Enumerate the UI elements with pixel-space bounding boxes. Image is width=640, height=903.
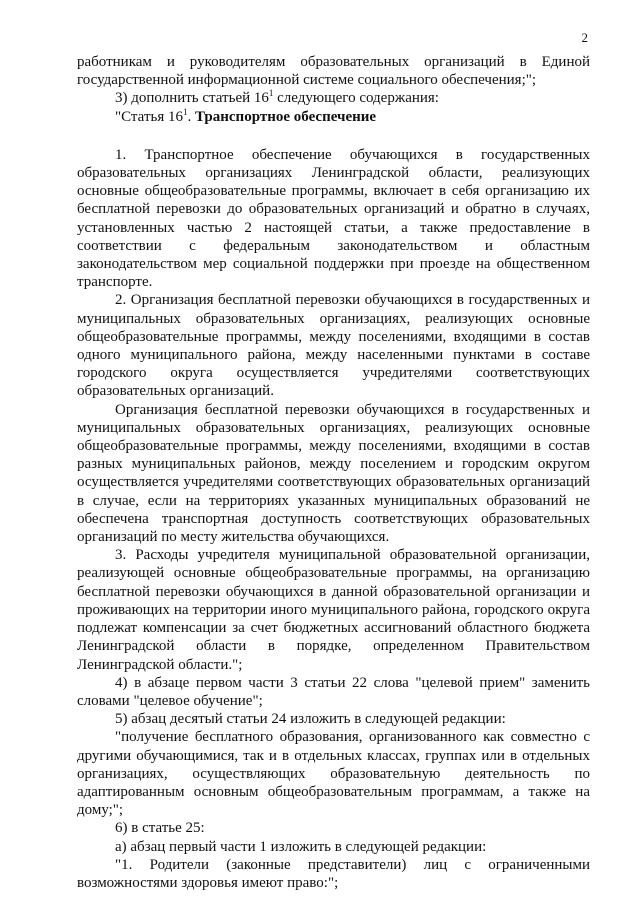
paragraph-amendment-6a-text: "1. Родители (законные представители) лиц с ограниченными возможностями здоровья имеют право:"; — [77, 856, 590, 891]
paragraph-article-part-2-cont: Организация бесплатной перевозки обучающихся в государственных и муниципальных образовательных организациях, реализующих основные общеобразовательные программы, между поселениями, входящими в состав разных муниципальных районов, между поселением и городским округом осуществляется учредителями соответствующих образовательных организаций в случае, если на территориях указанных муниципальных образований не обеспечена транспортная доступность соответствующих образовательных организаций по месту жительства обучающихся. — [77, 401, 590, 546]
superscript-marker: 1 — [268, 88, 274, 99]
article-heading-title: Транспортное обеспечение — [194, 108, 377, 125]
superscript-marker: 1 — [182, 106, 188, 117]
paragraph-amendment-3 — [77, 89, 590, 107]
paragraph-amendment-6: 6) в статье 25: — [115, 820, 205, 837]
paragraph-article-part-1: 1. Транспортное обеспечение обучающихся в государственных образовательных организациях Ленинградской области, реализующих основные общеобразовательные программы, включает в себя организацию их бесплатной перевозки до образовательных организаций и обратно в случаях, установленных частью 2 настоящей статьи, а также предоставление в соответствии с федеральным законодательством и областным законодательством мер социальной поддержки при проезде на общественном транспорте. — [77, 146, 590, 291]
paragraph-article-part-2: 2. Организация бесплатной перевозки обучающихся в государственных и муниципальных образовательных организациях, реализующих основные общеобразовательные программы, между поселениями, входящими в состав одного муниципального района, между населенными пунктами в составе городского округа осуществляется учредителями соответствующих образовательных организаций. — [77, 292, 590, 400]
paragraph-amendment-4: 4) в абзаце первом части 3 статьи 22 слова "целевой прием" заменить словами "целевое обучение"; — [77, 674, 590, 709]
article-heading-sep: . — [187, 108, 195, 125]
amendment-3-text-end: следующего содержания: — [273, 90, 439, 107]
paragraph-amendment-5: 5) абзац десятый статьи 24 изложить в следующей редакции: — [115, 711, 506, 728]
paragraph-amendment-5-text: "получение бесплатного образования, организованного как совместно с другими обучающимися, так и в отдельных классах, группах или в отдельных организациях, осуществляющих образовательную деятельность по адаптированным основным общеобразовательным программам, а также на дому;"; — [77, 729, 590, 819]
document-body — [77, 53, 590, 892]
paragraph-amendment-6a: а) абзац первый части 1 изложить в следующей редакции: — [115, 838, 487, 855]
article-heading-number: "Статья 16 — [115, 108, 183, 125]
article-heading — [77, 108, 590, 126]
paragraph-continuation: работникам и руководителям образовательных организаций в Единой государственной информационной системе социального обеспечения;"; — [77, 54, 590, 89]
amendment-3-text: 3) дополнить статьей 16 — [115, 90, 269, 107]
page-number: 2 — [581, 30, 588, 45]
paragraph-article-part-3: 3. Расходы учредителя муниципальной образовательной организации, реализующей основные общеобразовательные программы, на организацию бесплатной перевозки обучающихся в данной образовательной организации и проживающих на территории иного муниципального района, городского округа подлежат компенсации за счет бюджетных ассигнований областного бюджета Ленинградской области в порядке, определенном Правительством Ленинградской области."; — [77, 547, 590, 673]
